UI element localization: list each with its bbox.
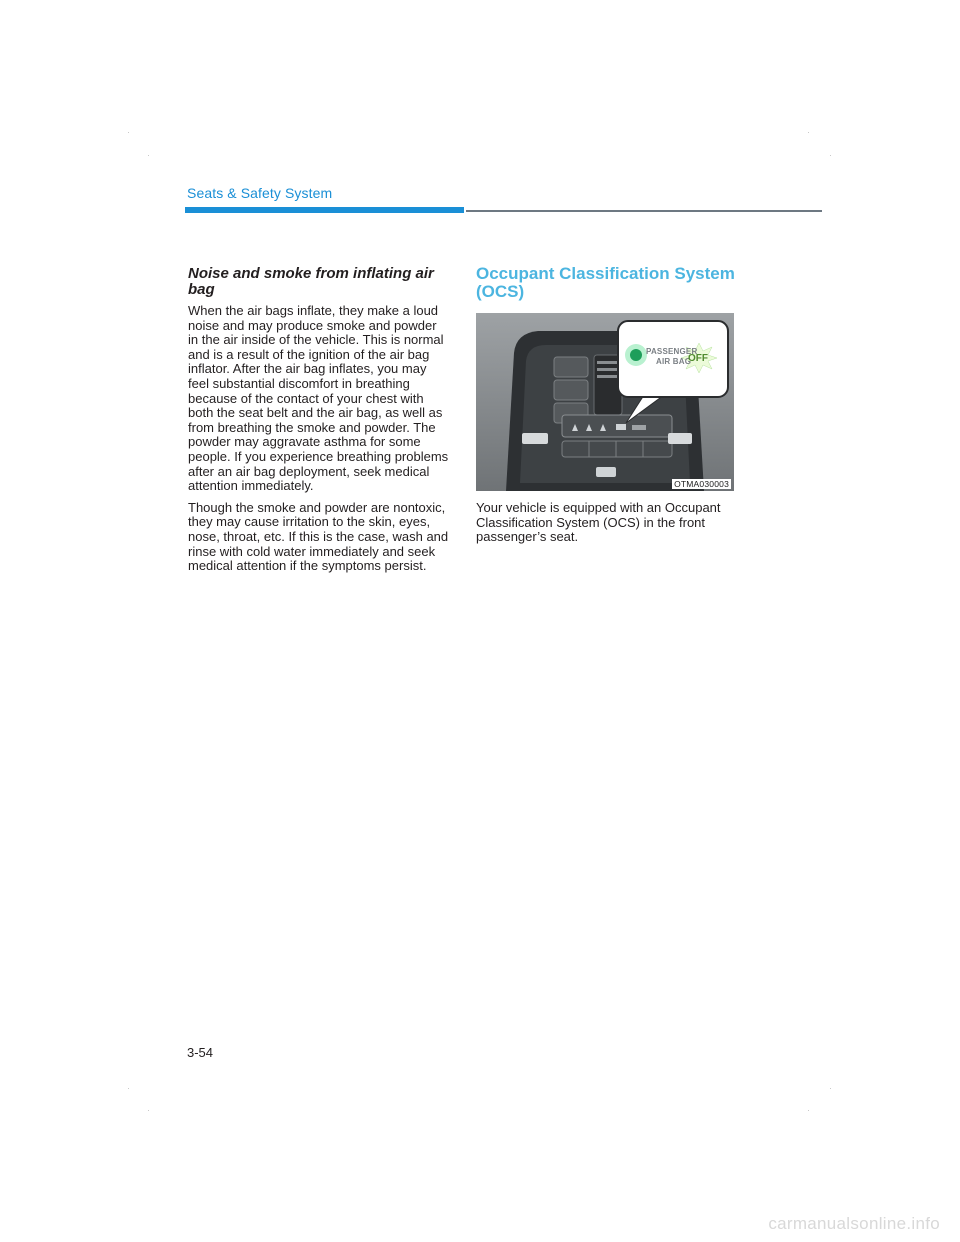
right-column <box>476 265 736 552</box>
crop-mark <box>148 155 149 156</box>
figure-code: OTMA030003 <box>674 479 729 489</box>
crop-mark <box>128 132 129 133</box>
crop-mark <box>830 155 831 156</box>
page-number: 3-54 <box>187 1045 214 1060</box>
indicator-label-air-bag: AIR BAG <box>656 357 692 366</box>
watermark: carmanualsonline.info <box>768 1214 940 1233</box>
paragraph-ocs: Your vehicle is equipped with an Occupant Classification System (OCS) in the front passenger’s seat. <box>476 500 721 545</box>
header-rule-accent <box>185 207 464 213</box>
header-rule <box>466 210 822 212</box>
crop-mark <box>148 1110 149 1111</box>
section-label: Seats & Safety System <box>187 185 333 201</box>
paragraph-noise: When the air bags inflate, they make a loud noise and may produce smoke and powder in the air inside of the vehicle. This is normal and is a result of the ignition of the air bag inflator. After the air bag inflates, you may feel substantial discomfort in breathing because of the contact of your chest with both the seat belt and the air bag, as well as from breathing the smoke and powder. The powder may aggravate asthma for some people. If you experience breathing problems after an air bag deployment, seek medical attention immediately. <box>188 303 449 494</box>
overhead-console-illustration <box>476 313 734 491</box>
crop-mark <box>808 1110 809 1111</box>
section-heading-ocs: Occupant Classification System (OCS) <box>476 264 735 301</box>
crop-mark <box>808 132 809 133</box>
left-column <box>188 266 450 581</box>
paragraph-smoke: Though the smoke and powder are nontoxic, they may cause irritation to the skin, eyes, nose, throat, etc. If this is the case, wash and rinse with cold water immediately and seek medical attention if the symptoms persist. <box>188 499 449 574</box>
crop-mark <box>830 1088 831 1089</box>
crop-mark <box>128 1088 129 1089</box>
ocs-figure <box>476 313 734 491</box>
indicator-label-passenger: PASSENGER <box>646 347 698 356</box>
subheading-noise-smoke: Noise and smoke from inflating air bag <box>188 265 434 298</box>
indicator-off-label: OFF <box>688 353 708 364</box>
